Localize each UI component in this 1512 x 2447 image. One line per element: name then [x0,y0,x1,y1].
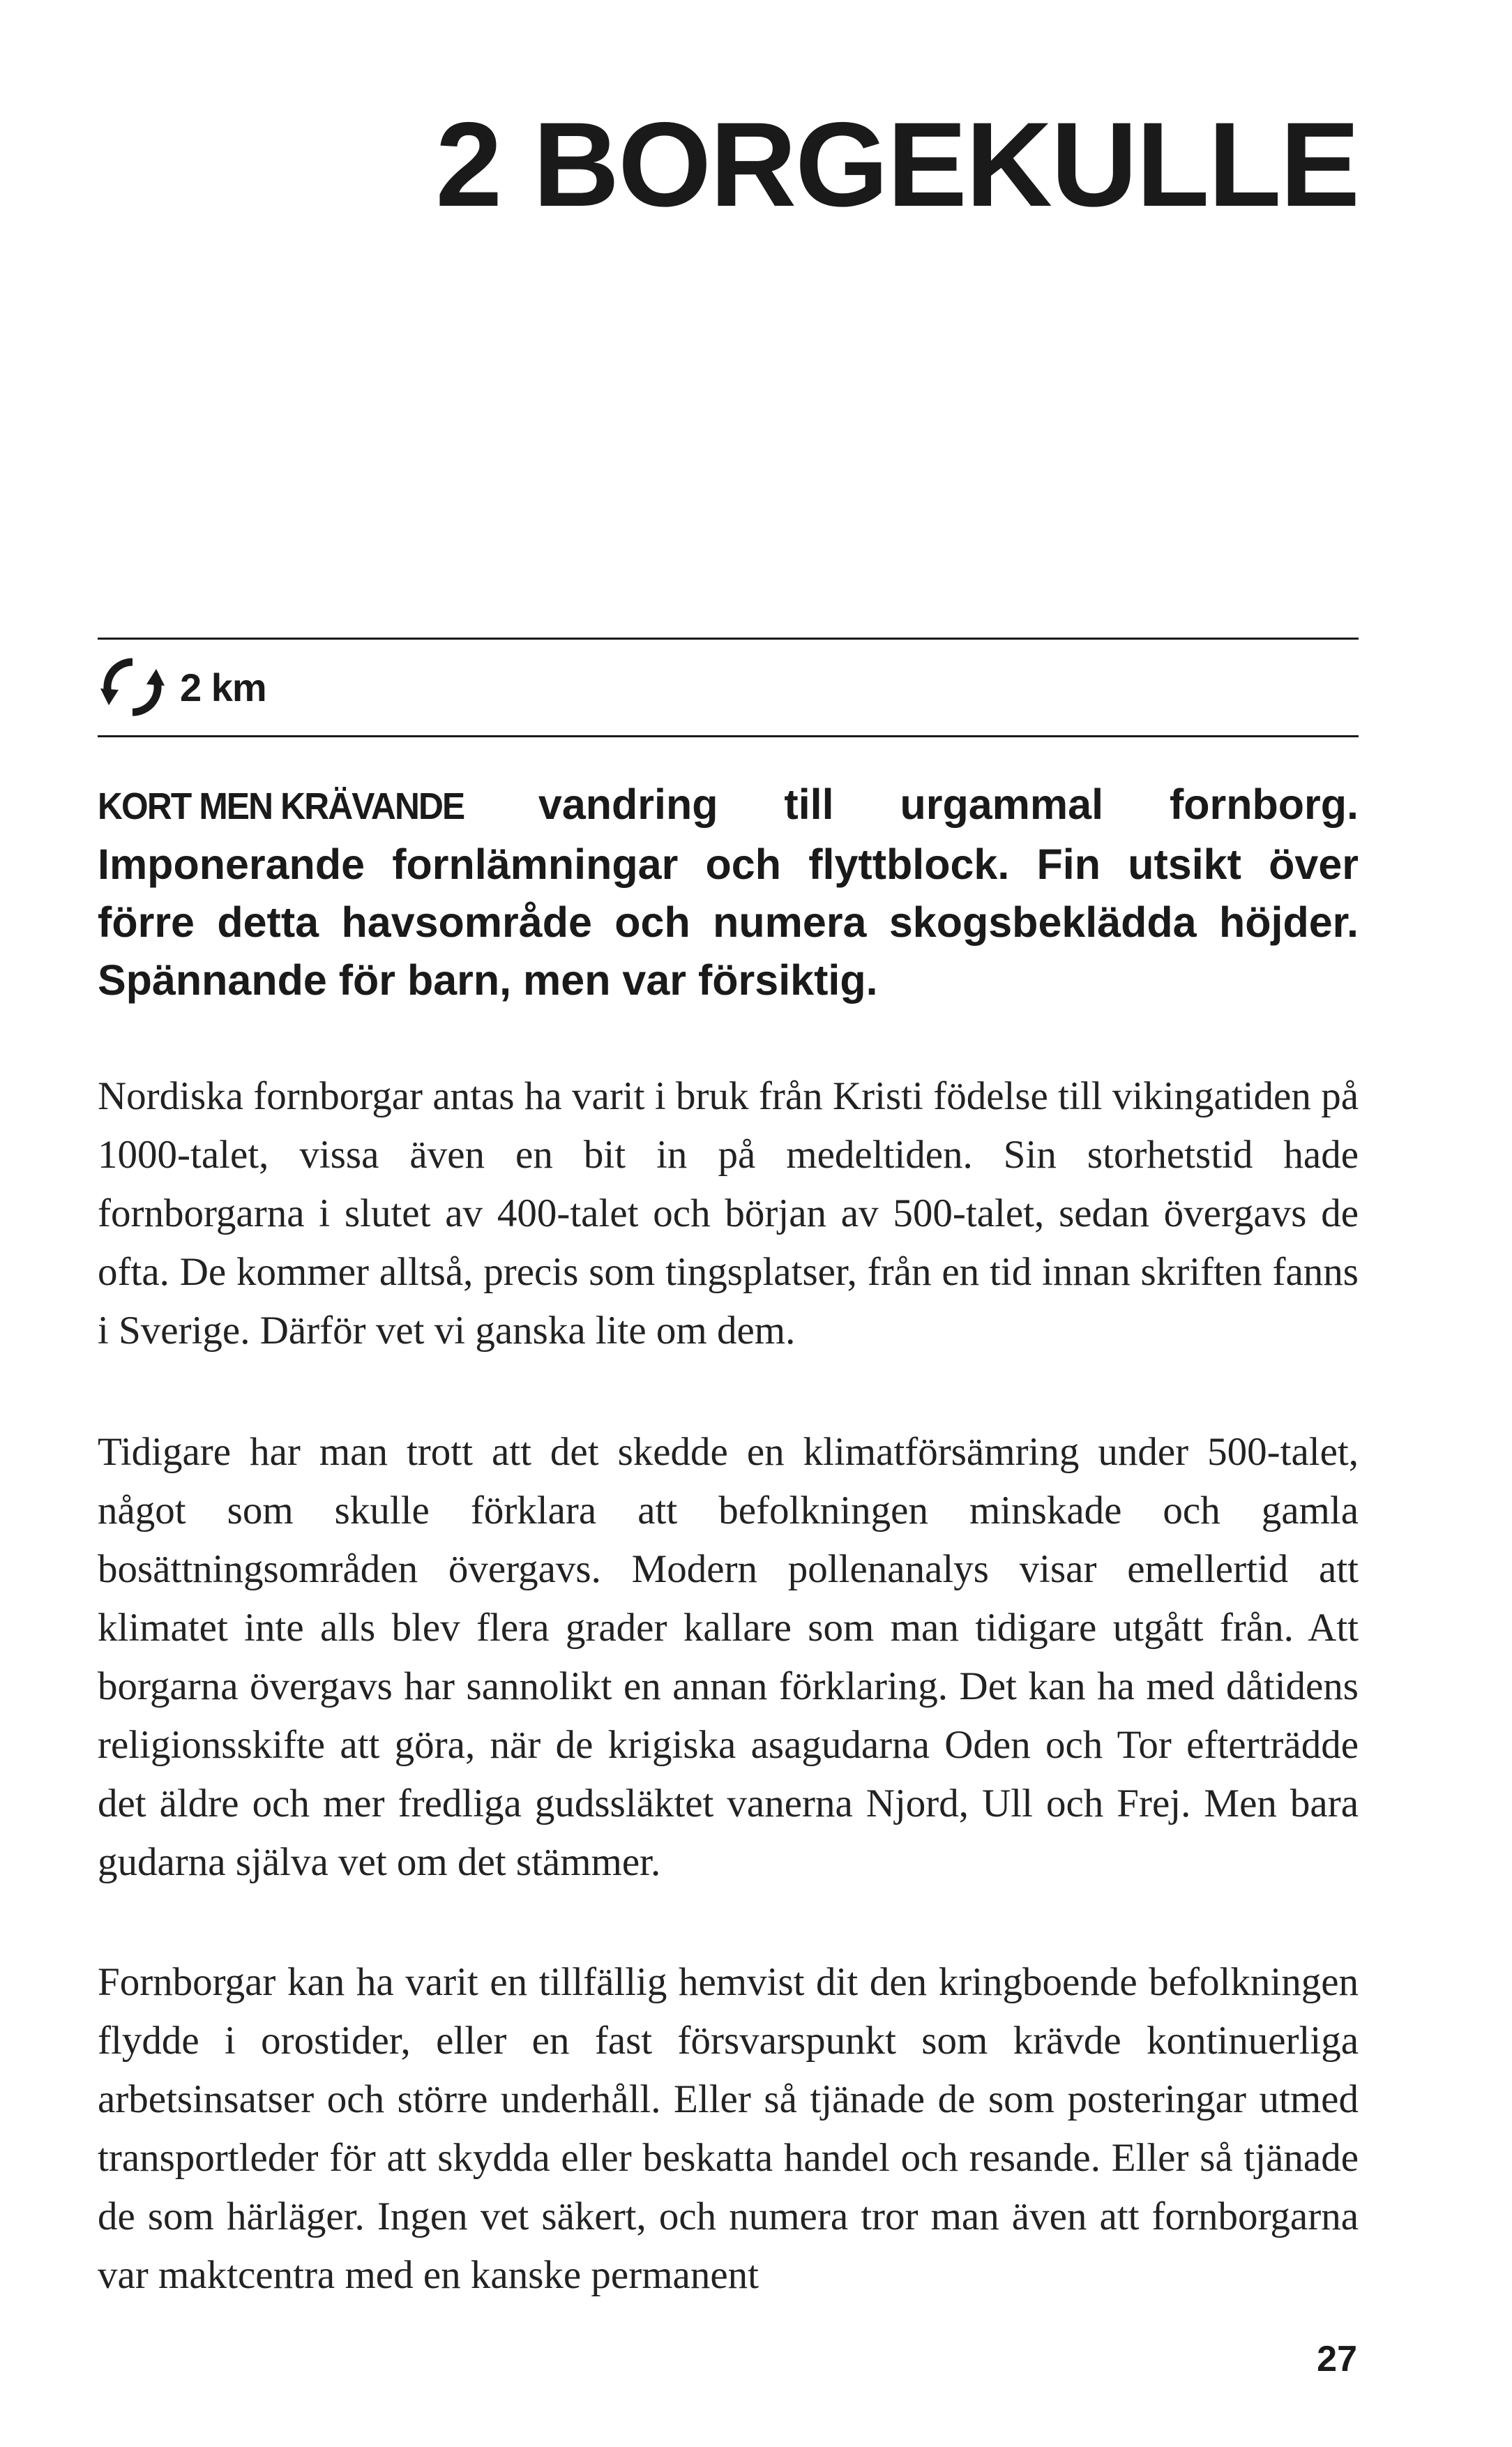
distance-label: 2 km [180,665,266,709]
page-number: 27 [1317,2339,1357,2379]
body-paragraph-2: Tidigare har man trott att det skedde en klimatförsämring under 500-talet, något som skulle förklara att befolkningen minskade och gamla bosättningsområden övergavs. Modern pollenanalys visar emellertid att klimatet inte alls blev flera grader kallare som man tidigare utgått från. Att borgarna övergavs har sannolikt en annan förklaring. Det kan ha med dåtidens religionsskifte att göra, när de krigiska asagudarna Oden och Tor efterträdde det äldre och mer fredliga gudssläktet vanerna Njord, Ull och Frej. Men bara gudarna själva vet om det stämmer. [98,1430,1359,1884]
intro-lead: KORT MEN KRÄVANDE [98,785,464,827]
loop-arrows-icon [98,652,167,722]
body-paragraph-3: Fornborgar kan ha varit en tillfällig hemvist dit den kringboende befolkningen flydde i orostider, eller en fast försvarspunkt som krävde kontinuerliga arbetsinsatser och större underhåll. Eller så tjänade de som posteringar utmed transportleder för att skydda eller beskatta handel och resande. Eller så tjänade de som härläger. Ingen vet säkert, och numera tror man även att fornborgarna var maktcentra med en kanske permanent [98,1960,1359,2297]
distance-info [98,649,266,725]
page-title: 2 BORGEKULLE [435,98,1359,232]
body-paragraph-1: Nordiska fornborgar antas ha varit i bruk från Kristi födelse till vikingatiden på 1000-talet, vissa även en bit in på medeltiden. Sin storhetstid hade fornborgarna i slutet av 400-talet och början av 500-talet, sedan övergavs de ofta. De kommer alltså, precis som tingsplatser, från en tid innan skriften fanns i Sverige. Därför vet vi ganska lite om dem. [98,1074,1359,1353]
intro-paragraph [98,776,1359,1009]
divider-bottom [98,735,1359,737]
divider-top [98,638,1359,640]
intro-text: vandring till urgammal fornborg. Imponerande fornlämningar och flyttblock. Fin utsikt över förre detta havsområde och numera skogsbeklädda höjder. Spännande för barn, men var försiktig. [98,781,1359,1004]
